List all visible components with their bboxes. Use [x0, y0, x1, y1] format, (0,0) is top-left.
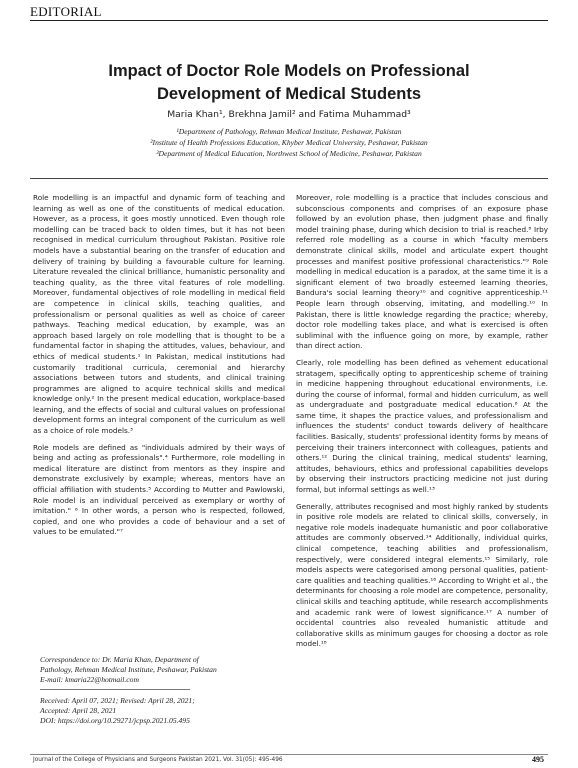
correspondence-line: Pathology, Rehman Medical Institute, Peshawar, Pakistan — [40, 665, 217, 674]
affiliation-3: ³Department of Medical Education, Northwest School of Medicine, Peshawar, Pakistan — [156, 149, 422, 158]
footer-rule — [30, 754, 548, 755]
correspondence-email[interactable]: E-mail: kmaria22@hotmail.com — [40, 675, 139, 684]
body-column-left — [33, 193, 285, 544]
article-title — [40, 60, 538, 106]
journal-footer: Journal of the College of Physicians and Surgeons Pakistan 2021, Vol. 31(05): 495-496 — [33, 757, 283, 763]
correspondence-box — [40, 655, 290, 726]
page-number: 495 — [532, 755, 544, 764]
section-label: EDITORIAL — [30, 4, 102, 19]
body-column-right — [296, 193, 548, 656]
paragraph: Role models are defined as "individuals admired by their ways of being and acting as professionals".⁴ Furthermore, role modelling in medical literature are distinct from mentors as they inspire and demonstrate exclusively by example; whereas, mentors have an official affiliation with students.⁵ According to Mutter and Pawlowski, Role model is an individual perceived as exemplary or worthy of imitation." ⁶ In other words, a person who is respected, followed, copied, and one who provides a code of behaviour and a set of values to be emulated."⁷ — [33, 442, 285, 537]
paragraph: Generally, attributes recognised and most highly ranked by students in positive role models are related to clinical skills, conversely, in negative role models inadequate humanistic and poor collaborative attitudes are commonly observed.¹⁴ Additionally, individual quirks, clinical competence, teaching abilities and professionalism, respectively, were considered integral elements.¹⁵ Similarly, role models aspects were categorised among personal qualities, patient-care qualities and teaching qualities.¹⁶ According to Wright et al., the determinants for choosing a role model are competence, personality, clinical skills and teaching aptitude, while research accomplishments and academic rank were of lowest significance.¹⁷ A number of occidental countries also revealed humanistic attitude and collaborative skills as minimum gauges for choosing a doctor as role model.¹⁸ — [296, 501, 548, 649]
correspondence-rule — [40, 689, 190, 690]
paragraph: Moreover, role modelling is a practice that includes conscious and subconscious components and comprises of an exposure phase followed by an evolution phase, then judgment phase and finally model training phase, during which decision to trial is reached.⁸ Irby referred role modelling as a course in which "faculty members demonstrate clinical skills, model and articulate expert thought processes and manifest positive professional characteristics."⁹ Role modelling in medical education is a paradox, at the same time it is a significant element of two broadly esteemed learning theories, Bandura's social learning theory¹⁰ and cognitive apprenticeship.¹¹ People learn through observing, imitating, and modelling.¹⁰ In Pakistan, there is little knowledge regarding the practice; whereby, doctor role modelling takes place, and what is exercised is often subliminal with the influence going on more, by example, rather than direct action. — [296, 193, 548, 351]
correspondence-line: Correspondence to: Dr. Maria Khan, Department of — [40, 655, 199, 664]
paragraph: Role modelling is an impactful and dynamic form of teaching and learning as well as one of the constituents of medical education. However, as a process, it goes mostly unnoticed. Even though role modelling can be traced back to olden times, but it has not been recognised in medical curriculum throughout Pakistan. Positive role models have a substantial bearing on the transfer of education and delivery of training by building a favourable culture for learning. Literature revealed the clinical brilliance, humanistic personality and teaching quality, as the three vital features of role modelling. Moreover, fundamental objectives of role modelling in medical field are competence in clinical skills, teaching qualities, and professionalism or personal qualities as well as choice of career pathways. Teaching medical education, by example, was an approach based largely on role modelling that is thought to be a fundamental factor in shaping the attitudes, values, behaviour, and ethics of medical students.¹ In Pakistan, medical institutions had customarily traditional curricula, ceremonial and hierarchy associations between tutors and students, and clinical training programmes are aligned to acquire technical skills and medical knowledge only.² In the present medical education, workplace-based learning, and the effects of social and cultural values on professional development forms an integral component of the curriculum as well as a choice of role models.³ — [33, 193, 285, 436]
affiliation-2: ²Institute of Health Professions Education, Khyber Medical University, Peshawar, Pakistan — [150, 138, 428, 147]
title-line-1: Impact of Doctor Role Models on Professional — [108, 62, 470, 80]
received-date: Received: April 07, 2021; Revised: April 28, 2021; — [40, 696, 195, 705]
affiliation-1: ¹Department of Pathology, Rehman Medical Institute, Peshawar, Pakistan — [176, 127, 402, 136]
accepted-date: Accepted: April 28, 2021 — [40, 706, 117, 715]
doi-link[interactable]: DOI: https://doi.org/10.29271/jcpsp.2021.05.495 — [40, 716, 190, 725]
header-rule — [30, 20, 548, 21]
title-line-2: Development of Medical Students — [156, 85, 422, 103]
paragraph: Clearly, role modelling has been defined as vehement educational stratagem, specifically opting to apprenticeship scheme of training in medicine happening throughout educational environments, i.e. during the course of informal, formal and hidden curriculum, as well as undergraduate and postgraduate medical education.⁶ At the same time, it shapes the practice values, and professionalism and influences the students' conduct towards delivery of healthcare facilities. Basically, students' professional identity forms by means of perceiving their trainers interconnect with colleagues, patients and others.¹² During the clinical training, medical students' learning, attitudes, behaviours, ethics and professional capabilities develops by observing their instructors practicing medicine not just during formal, but informal settings as well.¹³ — [296, 357, 548, 495]
title-divider — [30, 178, 548, 179]
author-list: Maria Khan¹, Brekhna Jamil² and Fatima Muhammad³ — [167, 109, 411, 120]
affiliations — [30, 126, 548, 159]
